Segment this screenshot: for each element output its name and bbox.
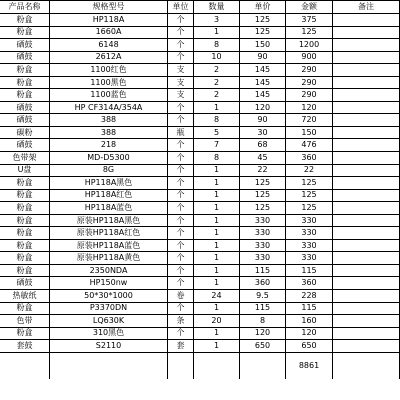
table-row xyxy=(0,252,400,265)
table-row xyxy=(0,114,400,127)
table-row xyxy=(0,165,400,178)
cell-product-name[interactable]: 粉盒 xyxy=(0,177,50,189)
cell-unit-price[interactable]: 125 xyxy=(240,177,286,189)
cell-product-name[interactable]: U盘 xyxy=(0,165,50,177)
cell-model[interactable]: 1660A xyxy=(50,27,168,39)
empty-row xyxy=(0,353,400,379)
cell-amount[interactable]: 476 xyxy=(286,139,333,151)
cell-unit-price[interactable]: 8 xyxy=(240,315,286,327)
cell-product-name[interactable]: 硒鼓 xyxy=(0,277,50,289)
cell-product-name[interactable]: 粉盒 xyxy=(0,215,50,227)
cell-unit-price[interactable]: 330 xyxy=(240,227,286,239)
cell-unit[interactable]: 个 xyxy=(168,190,194,202)
cell-amount[interactable]: 360 xyxy=(286,277,333,289)
empty-cell[interactable] xyxy=(168,353,194,379)
cell-amount[interactable]: 1200 xyxy=(286,39,333,51)
cell-note[interactable] xyxy=(333,202,400,214)
table-row xyxy=(0,265,400,278)
cell-quantity[interactable]: 3 xyxy=(194,14,240,26)
cell-unit-price[interactable]: 125 xyxy=(240,14,286,26)
header-quantity[interactable]: 数量 xyxy=(194,1,240,13)
cell-amount[interactable]: 900 xyxy=(286,52,333,64)
cell-model[interactable]: HP118A xyxy=(50,14,168,26)
cell-amount[interactable]: 125 xyxy=(286,177,333,189)
table-row xyxy=(0,315,400,328)
cell-unit[interactable]: 个 xyxy=(168,152,194,164)
cell-note[interactable] xyxy=(333,52,400,64)
cell-quantity[interactable]: 1 xyxy=(194,165,240,177)
cell-unit[interactable]: 个 xyxy=(168,215,194,227)
cell-unit-price[interactable]: 145 xyxy=(240,77,286,89)
cell-quantity[interactable]: 5 xyxy=(194,127,240,139)
cell-unit-price[interactable]: 145 xyxy=(240,89,286,101)
header-model[interactable]: 规格型号 xyxy=(50,1,168,13)
cell-model[interactable]: 1100红色 xyxy=(50,64,168,76)
table-row xyxy=(0,277,400,290)
cell-quantity[interactable]: 1 xyxy=(194,328,240,340)
cell-unit-price[interactable]: 90 xyxy=(240,114,286,126)
cell-quantity[interactable]: 2 xyxy=(194,64,240,76)
cell-unit-price[interactable]: 125 xyxy=(240,202,286,214)
cell-unit[interactable]: 个 xyxy=(168,139,194,151)
table-row xyxy=(0,240,400,253)
cell-unit[interactable]: 个 xyxy=(168,265,194,277)
cell-note[interactable] xyxy=(333,252,400,264)
cell-note[interactable] xyxy=(333,340,400,352)
cell-product-name[interactable]: 粉盒 xyxy=(0,89,50,101)
table-row xyxy=(0,139,400,152)
header-unit-price[interactable]: 单价 xyxy=(240,1,286,13)
table-row xyxy=(0,190,400,203)
cell-quantity[interactable]: 24 xyxy=(194,290,240,302)
empty-cell[interactable] xyxy=(194,353,240,379)
cell-product-name[interactable]: 粉盒 xyxy=(0,77,50,89)
cell-quantity[interactable]: 8 xyxy=(194,39,240,51)
cell-product-name[interactable]: 套鼓 xyxy=(0,340,50,352)
table-row xyxy=(0,127,400,140)
cell-quantity[interactable]: 1 xyxy=(194,340,240,352)
cell-note[interactable] xyxy=(333,102,400,114)
cell-unit-price[interactable]: 30 xyxy=(240,127,286,139)
cell-model[interactable]: 50*30*1000 xyxy=(50,290,168,302)
cell-unit[interactable]: 个 xyxy=(168,52,194,64)
cell-quantity[interactable]: 1 xyxy=(194,252,240,264)
cell-unit-price[interactable]: 90 xyxy=(240,52,286,64)
cell-product-name[interactable]: 色带 xyxy=(0,315,50,327)
cell-note[interactable] xyxy=(333,215,400,227)
cell-quantity[interactable]: 1 xyxy=(194,202,240,214)
cell-unit-price[interactable]: 115 xyxy=(240,265,286,277)
cell-model[interactable]: 2350NDA xyxy=(50,265,168,277)
cell-unit[interactable]: 条 xyxy=(168,315,194,327)
cell-unit[interactable]: 支 xyxy=(168,89,194,101)
cell-model[interactable]: HP118A黑色 xyxy=(50,177,168,189)
cell-model[interactable]: 原装HP118A蓝色 xyxy=(50,240,168,252)
cell-model[interactable]: 原装HP118A红色 xyxy=(50,227,168,239)
cell-unit[interactable]: 个 xyxy=(168,202,194,214)
header-row xyxy=(0,0,400,14)
cell-unit[interactable]: 个 xyxy=(168,114,194,126)
cell-quantity[interactable]: 2 xyxy=(194,77,240,89)
cell-unit[interactable]: 个 xyxy=(168,277,194,289)
cell-quantity[interactable]: 1 xyxy=(194,265,240,277)
cell-unit-price[interactable]: 650 xyxy=(240,340,286,352)
cell-product-name[interactable]: 热敏纸 xyxy=(0,290,50,302)
cell-model[interactable]: 388 xyxy=(50,127,168,139)
cell-model[interactable]: HP150nw xyxy=(50,277,168,289)
cell-model[interactable]: 310黑色 xyxy=(50,328,168,340)
cell-model[interactable]: 2612A xyxy=(50,52,168,64)
cell-note[interactable] xyxy=(333,27,400,39)
cell-amount[interactable]: 330 xyxy=(286,215,333,227)
cell-product-name[interactable]: 粉盒 xyxy=(0,303,50,315)
table-row xyxy=(0,227,400,240)
empty-cell[interactable] xyxy=(50,353,168,379)
cell-note[interactable] xyxy=(333,328,400,340)
table-row xyxy=(0,290,400,303)
cell-unit-price[interactable]: 360 xyxy=(240,277,286,289)
cell-note[interactable] xyxy=(333,139,400,151)
cell-quantity[interactable]: 1 xyxy=(194,277,240,289)
table-row xyxy=(0,89,400,102)
cell-quantity[interactable]: 7 xyxy=(194,139,240,151)
cell-unit-price[interactable]: 330 xyxy=(240,215,286,227)
cell-amount[interactable]: 115 xyxy=(286,265,333,277)
cell-product-name[interactable]: 粉盒 xyxy=(0,227,50,239)
cell-note[interactable] xyxy=(333,190,400,202)
total-amount-cell[interactable] xyxy=(286,353,333,379)
cell-product-name[interactable]: 粉盒 xyxy=(0,240,50,252)
cell-amount[interactable]: 290 xyxy=(286,64,333,76)
cell-note[interactable] xyxy=(333,315,400,327)
cell-amount[interactable]: 375 xyxy=(286,14,333,26)
cell-unit[interactable]: 套 xyxy=(168,340,194,352)
cell-unit-price[interactable]: 115 xyxy=(240,303,286,315)
cell-amount[interactable]: 22 xyxy=(286,165,333,177)
cell-model[interactable]: 388 xyxy=(50,114,168,126)
cell-model[interactable]: HP118A蓝色 xyxy=(50,202,168,214)
cell-amount[interactable]: 330 xyxy=(286,240,333,252)
table-row xyxy=(0,52,400,65)
cell-quantity[interactable]: 1 xyxy=(194,303,240,315)
cell-model[interactable]: S2110 xyxy=(50,340,168,352)
cell-product-name[interactable]: 硒鼓 xyxy=(0,52,50,64)
table-row xyxy=(0,64,400,77)
cell-quantity[interactable]: 1 xyxy=(194,27,240,39)
cell-amount[interactable]: 330 xyxy=(286,252,333,264)
table-row xyxy=(0,152,400,165)
cell-unit[interactable]: 个 xyxy=(168,165,194,177)
cell-product-name[interactable]: 粉盒 xyxy=(0,64,50,76)
cell-amount[interactable]: 125 xyxy=(286,27,333,39)
cell-amount[interactable]: 120 xyxy=(286,328,333,340)
cell-unit[interactable]: 个 xyxy=(168,39,194,51)
cell-amount[interactable]: 720 xyxy=(286,114,333,126)
cell-quantity[interactable]: 20 xyxy=(194,315,240,327)
cell-note[interactable] xyxy=(333,227,400,239)
cell-quantity[interactable]: 8 xyxy=(194,152,240,164)
cell-product-name[interactable]: 色带架 xyxy=(0,152,50,164)
cell-product-name[interactable]: 粉盒 xyxy=(0,265,50,277)
table-row xyxy=(0,202,400,215)
cell-quantity[interactable]: 8 xyxy=(194,114,240,126)
cell-amount[interactable]: 120 xyxy=(286,102,333,114)
empty-cell[interactable] xyxy=(333,353,400,379)
cell-model[interactable]: LQ630K xyxy=(50,315,168,327)
cell-unit[interactable]: 个 xyxy=(168,27,194,39)
cell-model[interactable]: HP CF314A/354A xyxy=(50,102,168,114)
cell-unit-price[interactable]: 45 xyxy=(240,152,286,164)
table-row xyxy=(0,303,400,316)
cell-model[interactable]: MD-D5300 xyxy=(50,152,168,164)
cell-note[interactable] xyxy=(333,265,400,277)
cell-unit-price[interactable]: 330 xyxy=(240,240,286,252)
cell-note[interactable] xyxy=(333,177,400,189)
cell-amount[interactable]: 115 xyxy=(286,303,333,315)
table-row xyxy=(0,39,400,52)
empty-cell[interactable] xyxy=(240,353,286,379)
cell-unit[interactable]: 个 xyxy=(168,252,194,264)
cell-unit-price[interactable]: 330 xyxy=(240,252,286,264)
cell-note[interactable] xyxy=(333,290,400,302)
cell-amount[interactable]: 160 xyxy=(286,315,333,327)
cell-note[interactable] xyxy=(333,277,400,289)
cell-unit-price[interactable]: 150 xyxy=(240,39,286,51)
cell-unit[interactable]: 瓶 xyxy=(168,127,194,139)
cell-product-name[interactable]: 硒鼓 xyxy=(0,39,50,51)
cell-quantity[interactable]: 1 xyxy=(194,215,240,227)
table-row xyxy=(0,14,400,27)
cell-amount[interactable]: 125 xyxy=(286,190,333,202)
cell-note[interactable] xyxy=(333,165,400,177)
cell-unit-price[interactable]: 125 xyxy=(240,190,286,202)
cell-model[interactable]: 原装HP118A黄色 xyxy=(50,252,168,264)
cell-model[interactable]: P3370DN xyxy=(50,303,168,315)
cell-model[interactable]: 218 xyxy=(50,139,168,151)
cell-unit-price[interactable]: 22 xyxy=(240,165,286,177)
cell-product-name[interactable]: 粉盒 xyxy=(0,328,50,340)
cell-unit[interactable]: 支 xyxy=(168,64,194,76)
cell-note[interactable] xyxy=(333,89,400,101)
cell-quantity[interactable]: 2 xyxy=(194,89,240,101)
header-product-name[interactable]: 产品名称 xyxy=(0,1,50,13)
cell-unit[interactable]: 支 xyxy=(168,77,194,89)
table-row xyxy=(0,328,400,341)
cell-note[interactable] xyxy=(333,240,400,252)
cell-product-name[interactable]: 粉盒 xyxy=(0,14,50,26)
cell-product-name[interactable]: 硒鼓 xyxy=(0,114,50,126)
cell-model[interactable]: 原装HP118A黑色 xyxy=(50,215,168,227)
table-row xyxy=(0,102,400,115)
cell-unit-price[interactable]: 145 xyxy=(240,64,286,76)
table-body xyxy=(0,14,400,353)
cell-model[interactable]: 1100蓝色 xyxy=(50,89,168,101)
cell-unit[interactable]: 个 xyxy=(168,177,194,189)
header-note[interactable]: 备注 xyxy=(333,1,400,13)
cell-unit[interactable]: 个 xyxy=(168,328,194,340)
cell-quantity[interactable]: 1 xyxy=(194,177,240,189)
cell-amount[interactable]: 650 xyxy=(286,340,333,352)
cell-note[interactable] xyxy=(333,303,400,315)
cell-note[interactable] xyxy=(333,77,400,89)
cell-model[interactable]: HP118A红色 xyxy=(50,190,168,202)
cell-amount[interactable]: 330 xyxy=(286,227,333,239)
table-row xyxy=(0,27,400,40)
cell-product-name[interactable]: 粉盒 xyxy=(0,252,50,264)
cell-product-name[interactable]: 硒鼓 xyxy=(0,102,50,114)
cell-note[interactable] xyxy=(333,127,400,139)
cell-note[interactable] xyxy=(333,114,400,126)
header-amount[interactable]: 金额 xyxy=(286,1,333,13)
cell-note[interactable] xyxy=(333,64,400,76)
cell-unit[interactable]: 个 xyxy=(168,102,194,114)
cell-unit[interactable]: 卷 xyxy=(168,290,194,302)
cell-product-name[interactable]: 碳粉 xyxy=(0,127,50,139)
cell-product-name[interactable]: 硒鼓 xyxy=(0,139,50,151)
empty-cell[interactable] xyxy=(0,353,50,379)
cell-unit[interactable]: 个 xyxy=(168,240,194,252)
cell-unit-price[interactable]: 125 xyxy=(240,27,286,39)
cell-unit[interactable]: 个 xyxy=(168,303,194,315)
cell-amount[interactable]: 228 xyxy=(286,290,333,302)
cell-product-name[interactable]: 粉盒 xyxy=(0,190,50,202)
table-row xyxy=(0,77,400,90)
cell-quantity[interactable]: 1 xyxy=(194,227,240,239)
cell-amount[interactable]: 290 xyxy=(286,77,333,89)
cell-unit[interactable]: 个 xyxy=(168,227,194,239)
cell-quantity[interactable]: 10 xyxy=(194,52,240,64)
cell-note[interactable] xyxy=(333,14,400,26)
cell-amount[interactable]: 150 xyxy=(286,127,333,139)
cell-amount[interactable]: 360 xyxy=(286,152,333,164)
cell-unit-price[interactable]: 120 xyxy=(240,328,286,340)
cell-model[interactable]: 6148 xyxy=(50,39,168,51)
cell-quantity[interactable]: 1 xyxy=(194,190,240,202)
cell-note[interactable] xyxy=(333,39,400,51)
cell-model[interactable]: 1100黑色 xyxy=(50,77,168,89)
header-unit[interactable]: 单位 xyxy=(168,1,194,13)
cell-unit-price[interactable]: 120 xyxy=(240,102,286,114)
table-row xyxy=(0,340,400,353)
total-amount: 8861 xyxy=(298,360,320,370)
cell-amount[interactable]: 290 xyxy=(286,89,333,101)
cell-note[interactable] xyxy=(333,152,400,164)
cell-unit[interactable]: 个 xyxy=(168,14,194,26)
cell-unit-price[interactable]: 68 xyxy=(240,139,286,151)
cell-product-name[interactable]: 粉盒 xyxy=(0,27,50,39)
cell-unit-price[interactable]: 9.5 xyxy=(240,290,286,302)
table-row xyxy=(0,215,400,228)
table-row xyxy=(0,177,400,190)
cell-product-name[interactable]: 粉盒 xyxy=(0,202,50,214)
cell-model[interactable]: 8G xyxy=(50,165,168,177)
cell-quantity[interactable]: 1 xyxy=(194,240,240,252)
cell-amount[interactable]: 125 xyxy=(286,202,333,214)
cell-quantity[interactable]: 1 xyxy=(194,102,240,114)
